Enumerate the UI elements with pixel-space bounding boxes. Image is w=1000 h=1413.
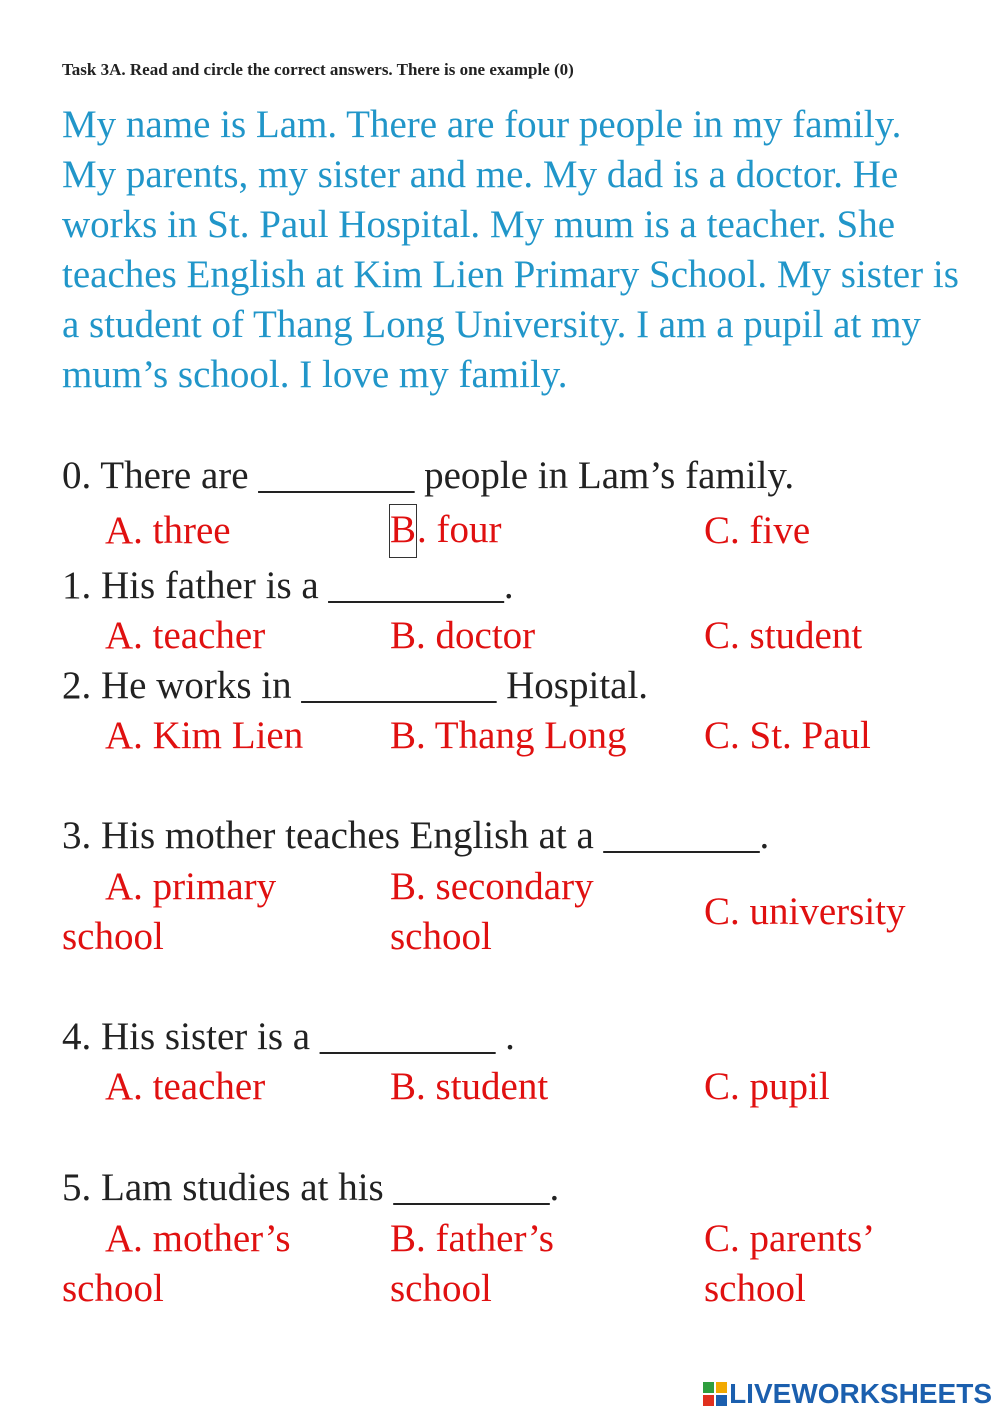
liveworksheets-logo xyxy=(703,1378,992,1410)
q2-option-b[interactable]: B. Thang Long xyxy=(390,714,627,757)
reading-passage: My name is Lam. There are four people in my family. My parents, my sister and me. My dad is a doctor. He works in St. Paul Hospital. My mum is a teacher. She teaches English at Kim Lien Primary School. My sister is a student of Thang Long University. I am a pupil at my mum’s school. I love my family. xyxy=(62,103,959,396)
q1-option-c[interactable]: C. student xyxy=(704,614,863,657)
q5-option-c-line2[interactable]: school xyxy=(704,1267,806,1310)
q4-option-a[interactable]: A. teacher xyxy=(105,1065,266,1108)
q3-option-b-line1[interactable]: B. secondary xyxy=(390,865,594,908)
question-1: 1. His father is a _________. xyxy=(62,564,514,607)
q4-option-b[interactable]: B. student xyxy=(390,1065,549,1108)
q0-option-a[interactable]: A. three xyxy=(105,509,231,552)
q5-option-b-line2[interactable]: school xyxy=(390,1267,492,1310)
q0-option-b-text: . four xyxy=(417,508,502,551)
question-4: 4. His sister is a _________ . xyxy=(62,1015,515,1058)
q4-option-c[interactable]: C. pupil xyxy=(704,1065,830,1108)
task-heading: Task 3A. Read and circle the correct answers. There is one example (0) xyxy=(62,60,574,79)
q3-option-c[interactable]: C. university xyxy=(704,890,906,933)
question-0: 0. There are ________ people in Lam’s family. xyxy=(62,454,795,497)
q3-option-b-line2[interactable]: school xyxy=(390,915,492,958)
question-3: 3. His mother teaches English at a ________. xyxy=(62,814,770,857)
q1-option-b[interactable]: B. doctor xyxy=(390,614,536,657)
q5-option-b-line1[interactable]: B. father’s xyxy=(390,1217,554,1260)
q0-option-c[interactable]: C. five xyxy=(704,509,811,552)
question-2: 2. He works in __________ Hospital. xyxy=(62,664,649,707)
question-5: 5. Lam studies at his ________. xyxy=(62,1166,560,1209)
q0-option-b[interactable] xyxy=(390,504,502,558)
liveworksheets-badge-icon xyxy=(703,1382,727,1406)
q5-option-a-line2[interactable]: school xyxy=(62,1267,164,1310)
q1-option-a[interactable]: A. teacher xyxy=(105,614,266,657)
q3-option-a-line2[interactable]: school xyxy=(62,915,164,958)
logo-text: LIVEWORKSHEETS xyxy=(729,1378,992,1409)
example-answer-box: B xyxy=(389,504,417,558)
q5-option-c-line1[interactable]: C. parents’ xyxy=(704,1217,876,1260)
q5-option-a-line1[interactable]: A. mother’s xyxy=(105,1217,291,1260)
q3-option-a-line1[interactable]: A. primary xyxy=(105,865,277,908)
q2-option-c[interactable]: C. St. Paul xyxy=(704,714,871,757)
q2-option-a[interactable]: A. Kim Lien xyxy=(105,714,304,757)
